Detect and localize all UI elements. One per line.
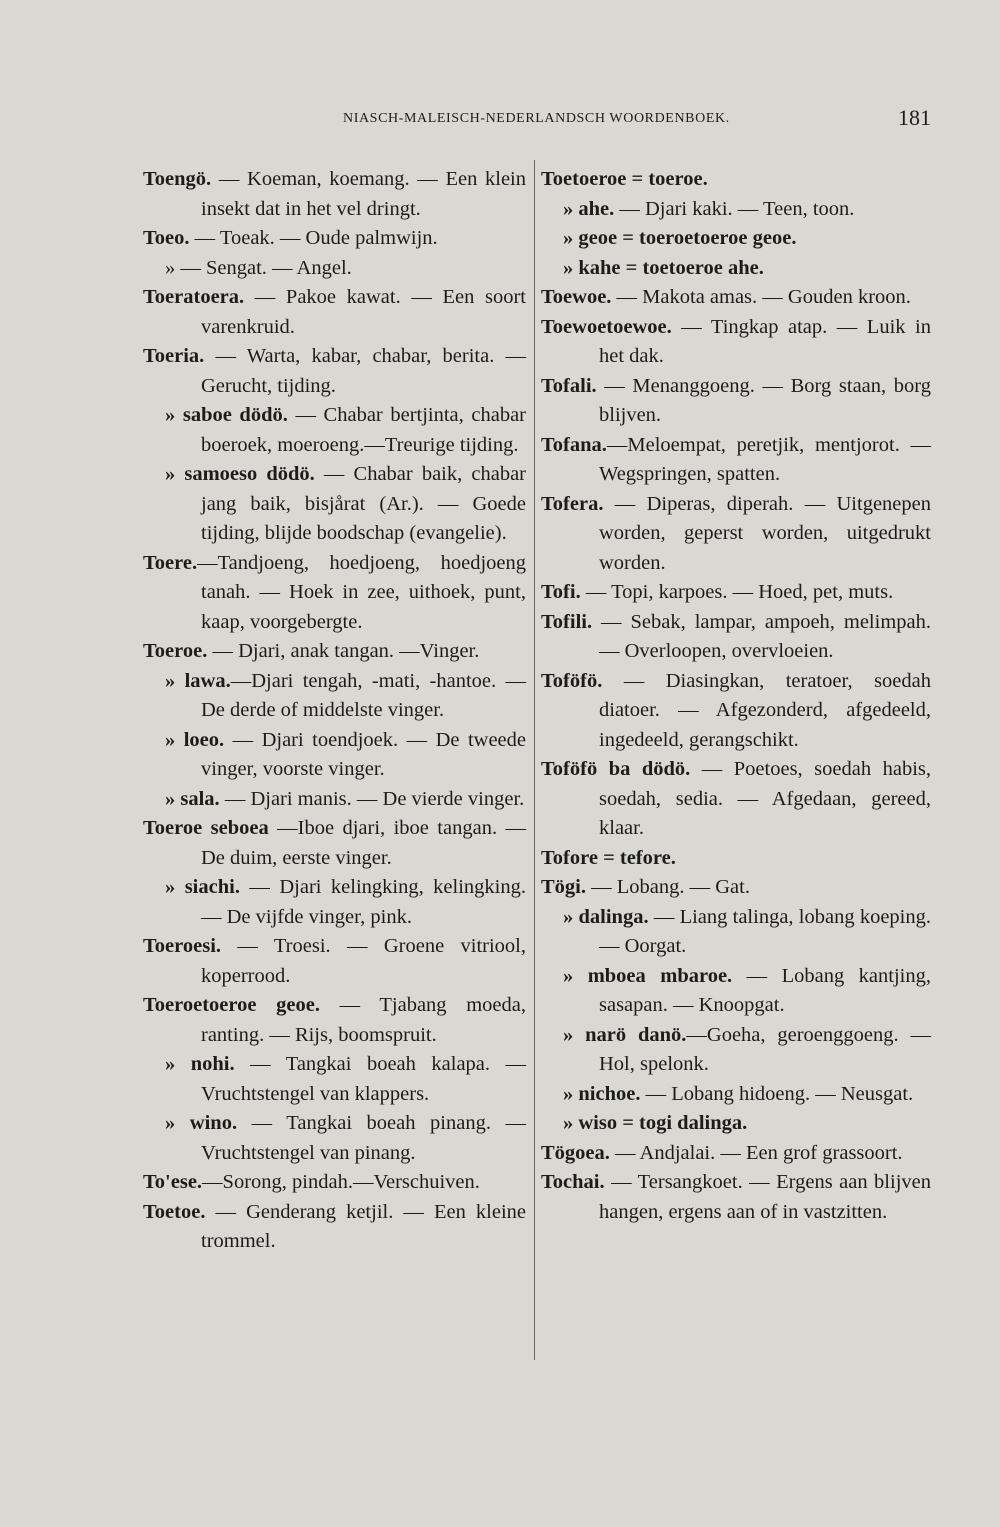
entry-headword: Toeroesi.	[143, 935, 222, 957]
dictionary-entry	[541, 283, 931, 313]
entry-headword: » wino.	[165, 1112, 238, 1134]
entry-headword: Tofera.	[541, 492, 604, 515]
entry-headword: Tofili.	[541, 610, 593, 633]
entry-definition: — Toeak. — Oude palmwijn.	[189, 227, 438, 249]
entry-headword: Toere.	[143, 551, 198, 574]
entry-headword: Toföfö ba dödö.	[541, 758, 691, 780]
entry-headword: Toföfö.	[541, 669, 603, 692]
entry-headword: » dalinga.	[563, 905, 649, 928]
right-column	[541, 165, 931, 1227]
entry-headword: Tochai.	[541, 1171, 605, 1193]
entry-headword: » sala.	[165, 787, 220, 810]
left-column	[143, 165, 526, 1257]
entry-definition: — Warta, kabar, chabar, berita. — Gerucht, tijding.	[201, 345, 526, 397]
entry-definition: — Djari kaki. — Teen, toon.	[614, 197, 855, 220]
dictionary-entry	[541, 195, 931, 225]
dictionary-entry	[143, 637, 526, 667]
entry-headword: » nichoe.	[563, 1082, 641, 1105]
dictionary-entry	[541, 431, 931, 490]
dictionary-entry	[143, 342, 526, 401]
entry-definition: — Diperas, diperah. — Uitgenepen worden, geperst worden, uitgedrukt worden.	[599, 492, 931, 574]
entry-headword: Toeroetoeroe geoe.	[143, 994, 320, 1016]
entry-headword: Tofana.	[541, 433, 607, 456]
column-divider	[534, 160, 535, 1360]
entry-definition: — Sebak, lampar, ampoeh, melimpah. — Overloopen, overvloeien.	[592, 610, 931, 662]
page-header	[143, 107, 933, 137]
entry-headword: To'ese.	[143, 1171, 203, 1193]
entry-headword: » samoeso dödö.	[165, 463, 315, 485]
entry-definition: —Iboe djari, iboe tangan. — De duim, eerste vinger.	[201, 817, 526, 869]
entry-headword: Tofali.	[541, 374, 597, 397]
dictionary-entry	[541, 873, 931, 903]
dictionary-entry	[143, 667, 526, 726]
dictionary-entry	[541, 165, 931, 195]
entry-headword: Toeroe.	[143, 640, 208, 662]
entry-definition: — Lobang hidoeng. — Neusgat.	[640, 1082, 914, 1105]
entry-definition: — Liang talinga, lobang koeping. — Oorgat.	[599, 905, 931, 957]
entry-headword: » geoe = toeroetoeroe geoe.	[563, 227, 797, 249]
entry-definition: — Chabar baik, chabar jang baik, bisjårat (Ar.). — Goede tijding, blijde boodschap (evangelie).	[201, 463, 526, 544]
dictionary-entry	[541, 1109, 931, 1139]
dictionary-entry	[541, 1080, 931, 1110]
dictionary-entry	[541, 224, 931, 254]
dictionary-entry	[541, 962, 931, 1021]
dictionary-entry	[143, 1198, 526, 1257]
entry-definition: —Djari tengah, -mati, -hantoe. — De derde of middelste vinger.	[201, 669, 527, 721]
entry-definition: — Djari, anak tangan. —Vinger.	[207, 640, 480, 662]
entry-headword: » lawa.	[165, 669, 231, 692]
dictionary-entry	[143, 254, 526, 284]
entry-headword: Toeo.	[143, 227, 190, 249]
dictionary-entry	[541, 903, 931, 962]
dictionary-entry	[143, 460, 526, 549]
dictionary-entry	[143, 283, 526, 342]
dictionary-entry	[143, 991, 526, 1050]
entry-definition: — Tangkai boeah pinang. — Vruchtstengel van pinang.	[201, 1112, 527, 1164]
entry-definition: — Pakoe kawat. — Een soort varenkruid.	[201, 286, 526, 338]
entry-headword: Toetoe.	[143, 1200, 206, 1223]
running-title: NIASCH-MALEISCH-NEDERLANDSCH WOORDENBOEK.	[343, 111, 730, 126]
entry-definition: — Diasingkan, teratoer, soedah diatoer. — Afgezonderd, afgedeeld, ingedeeld, gerangschikt.	[599, 669, 931, 751]
dictionary-entry	[143, 814, 526, 873]
dictionary-entry	[541, 844, 931, 874]
entry-definition: — Genderang ketjil. — Een kleine trommel.	[201, 1200, 526, 1252]
entry-headword: Toeratoera.	[143, 286, 245, 308]
dictionary-entry	[143, 932, 526, 991]
entry-definition: — Tangkai boeah kalapa. — Vruchtstengel van klappers.	[201, 1053, 527, 1105]
entry-headword: Toewoe.	[541, 286, 612, 308]
dictionary-entry	[541, 1021, 931, 1080]
page-number: 181	[898, 105, 931, 130]
entry-headword: » wiso = togi dalinga.	[563, 1112, 748, 1134]
dictionary-entry	[541, 254, 931, 284]
dictionary-entry	[143, 1109, 526, 1168]
entry-definition: —Tandjoeng, hoedjoeng, hoedjoeng tanah. — Hoek in zee, uithoek, punt, kaap, voorgebergte.	[197, 551, 526, 633]
entry-definition: — Djari kelingking, kelingking. — De vijfde vinger, pink.	[201, 876, 526, 928]
entry-headword: » ahe.	[563, 197, 615, 220]
entry-definition: — Djari manis. — De vierde vinger.	[219, 787, 525, 810]
dictionary-entry	[143, 1168, 526, 1198]
entry-definition: — Lobang kantjing, sasapan. — Knoopgat.	[599, 964, 931, 1016]
entry-definition: — Koeman, koemang. — Een klein insekt dat in het vel dringt.	[201, 168, 526, 220]
entry-headword: » nohi.	[165, 1053, 235, 1075]
entry-headword: » loeo.	[165, 728, 225, 751]
entry-headword: » kahe = toetoeroe ahe.	[563, 256, 764, 279]
dictionary-entry	[541, 313, 931, 372]
dictionary-entry	[143, 165, 526, 224]
entry-headword: Toetoeroe = toeroe.	[541, 168, 708, 190]
entry-headword: » mboea mbaroe.	[563, 964, 733, 987]
entry-headword: Toeroe seboea	[143, 817, 269, 839]
entry-definition: — Poetoes, soedah habis, soedah, sedia. — Afgedaan, gereed, klaar.	[599, 758, 931, 839]
entry-definition: — Tersangkoet. — Ergens aan blijven hangen, ergens aan of in vastzitten.	[599, 1171, 931, 1223]
entry-definition: — Menanggoeng. — Borg staan, borg blijven.	[596, 374, 931, 426]
entry-headword: Toewoetoewoe.	[541, 315, 672, 338]
dictionary-entry	[143, 1050, 526, 1109]
dictionary-entry	[143, 224, 526, 254]
entry-definition: —Sorong, pindah.—Verschuiven.	[202, 1171, 480, 1193]
dictionary-entry	[541, 490, 931, 579]
entry-headword: » siachi.	[165, 876, 240, 898]
entry-definition: — Makota amas. — Gouden kroon.	[611, 286, 911, 308]
dictionary-entry	[143, 785, 526, 815]
entry-headword: Tofore = tefore.	[541, 846, 676, 869]
dictionary-entry	[541, 1139, 931, 1169]
entry-headword: Tögi.	[541, 876, 586, 898]
dictionary-entry	[143, 726, 526, 785]
entry-definition: » — Sengat. — Angel.	[165, 256, 352, 279]
entry-definition: — Djari toendjoek. — De tweede vinger, voorste vinger.	[201, 728, 526, 780]
entry-headword: Tofi.	[541, 581, 581, 603]
entry-headword: » saboe dödö.	[165, 404, 288, 426]
entry-headword: Toeria.	[143, 345, 205, 367]
entry-definition: — Tjabang moeda, ranting. — Rijs, boomspruit.	[201, 994, 526, 1046]
dictionary-entry	[541, 667, 931, 756]
entry-definition: — Tingkap atap. — Luik in het dak.	[599, 315, 931, 367]
entry-definition: — Chabar bertjinta, chabar boeroek, moeroeng.—Treurige tijding.	[201, 404, 526, 456]
entry-headword: » narö danö.	[563, 1023, 687, 1046]
entry-definition: — Andjalai. — Een grof grassoort.	[609, 1141, 903, 1164]
dictionary-entry	[541, 755, 931, 844]
entry-definition: — Lobang. — Gat.	[586, 876, 750, 898]
dictionary-entry	[143, 401, 526, 460]
entry-definition: — Troesi. — Groene vitriool, koperrood.	[201, 935, 526, 987]
dictionary-entry	[541, 578, 931, 608]
entry-headword: Toengö.	[143, 168, 212, 190]
entry-definition: — Topi, karpoes. — Hoed, pet, muts.	[580, 581, 894, 603]
dictionary-entry	[143, 549, 526, 638]
dictionary-entry	[541, 1168, 931, 1227]
dictionary-entry	[541, 608, 931, 667]
dictionary-entry	[143, 873, 526, 932]
entry-definition: —Meloempat, peretjik, mentjorot. — Wegspringen, spatten.	[599, 433, 931, 485]
dictionary-entry	[541, 372, 931, 431]
entry-headword: Tögoea.	[541, 1141, 610, 1164]
entry-definition: —Goeha, geroenggoeng. — Hol, spelonk.	[599, 1023, 931, 1075]
